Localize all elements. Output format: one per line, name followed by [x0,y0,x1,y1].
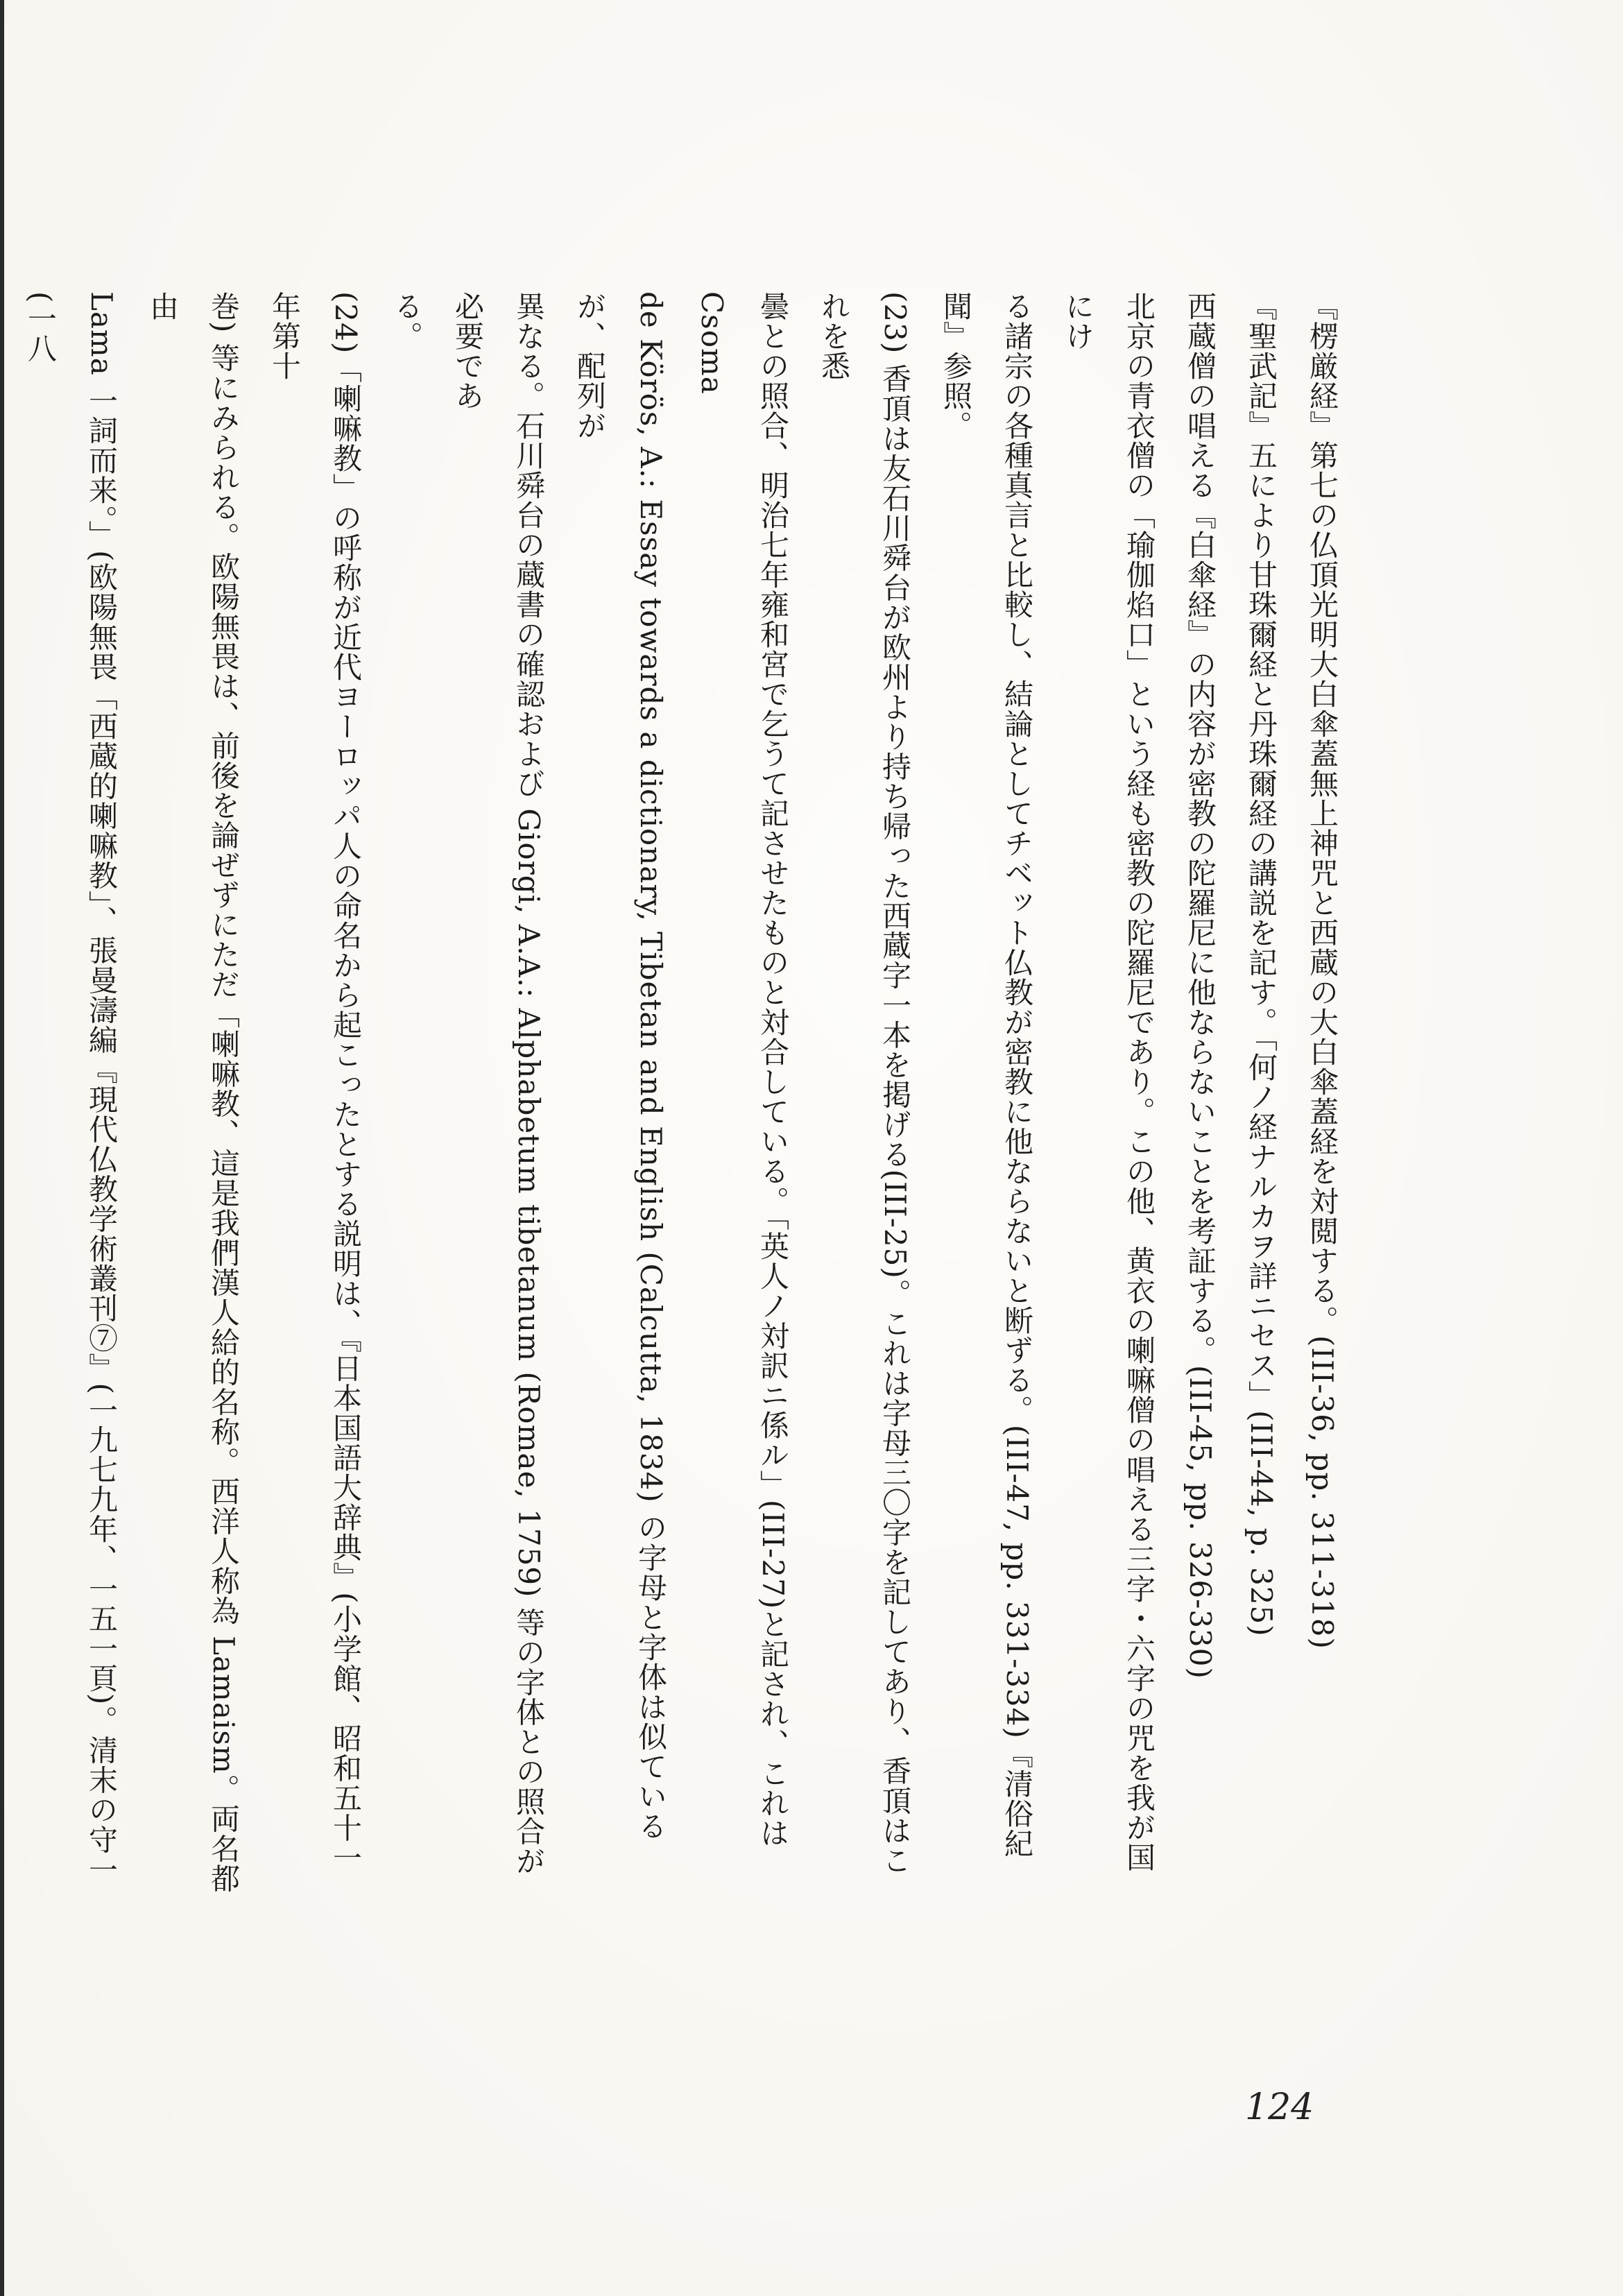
note-line: 北京の青衣僧の「瑜伽焰口」という経も密教の陀羅尼であり。この他、黄衣の喇嘛僧の唱える三字・六字の咒を我が国にけ [1061,291,1156,1872]
note-line: る。 [390,291,424,351]
note-line: る諸宗の各種真言と比較し、結論としてチベット仏教が密教に他ならないと断ずる。(III-47, pp. 331-334)『清俗紀聞』参照。 [939,291,1034,1858]
note-line: de Körös, A.: Essay towards a dictionary, Tibetan and English (Calcutta, 1834) の字母と字体は似ているが、配列が [573,291,668,1842]
endnotes-column [0,291,1352,1901]
note-line: 曇との照合、明治七年雍和宮で乞うて記させたものと対合している。「英人ノ対訳ニ係ル」(III-27)と記され、これは Csoma [695,291,790,1849]
note-line: 西蔵僧の唱える『白傘経』の内容が密教の陀羅尼に他ならないことを考証する。(III-45, pp. 326-330) [1183,291,1217,1679]
note-line: Lama 一詞而来。」(欧陽無畏「西蔵的喇嘛教」、張曼濤編『現代仏教学術叢刊⑦』(一九七九年、一五一頁)。清末の守一(一八 [24,291,119,1885]
note-line: 巻) 等にみられる。欧陽無畏は、前後を論ぜずにただ「喇嘛教、這是我們漢人給的名称。西洋人称為 Lamaism。両名都由 [146,291,241,1894]
note-line: 『楞厳経』第七の仏頂光明大白傘蓋無上神咒と西蔵の大白傘蓋経を対閲する。(III-36, pp. 311-318) [1305,291,1339,1650]
note-23-line: (23) 香頂は友石川舜台が欧州より持ち帰った西蔵字一本を掲げる(III-25)。これは字母三〇字を記してあり、香頂はこれを悉 [817,291,912,1876]
page-number: 124 [1245,2087,1314,2128]
note-24-line: (24)「喇嘛教」の呼称が近代ヨーロッパ人の命名から起こったとする説明は、『日本国語大辞典』(小学館、昭和五十一年第十 [268,291,363,1873]
note-line [0,291,10,1901]
note-line: 異なる。石川舜台の蔵書の確認および Giorgi, A.A.: Alphabetum tibetanum (Romae, 1759) 等の字体との照合が必要であ [451,291,546,1876]
note-line: 『聖武記』五により甘珠爾経と丹珠爾経の講説を記す。「何ノ経ナルカヲ詳ニセス」(III-44, p. 325) [1244,291,1278,1637]
